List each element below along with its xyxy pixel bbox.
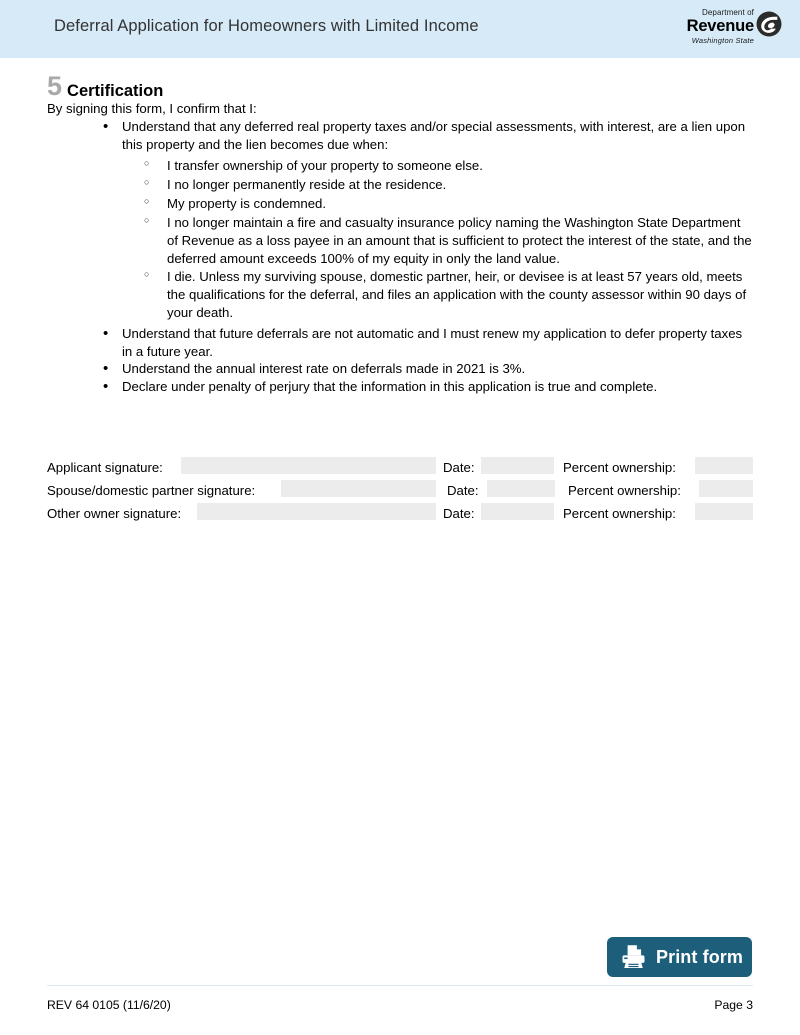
certification-bullet-list [47,118,753,396]
bullet-future-deferrals-text: Understand that future deferrals are not automatic and I must renew my application to defer property taxes in a future year. [122,325,743,359]
sub-bullet-property-condemned-text: My property is condemned. [167,196,327,212]
other-owner-date-input[interactable] [481,503,554,520]
dor-swoosh-icon [756,11,782,37]
footer-divider [47,985,753,986]
section-heading [47,71,753,102]
logo-department-label: Department of [702,8,754,17]
other-owner-date-label: Date: [443,506,475,521]
logo-state-label: Washington State [691,35,754,45]
applicant-date-input[interactable] [481,457,554,474]
sub-bullet-insurance-lapse-text: I no longer maintain a fire and casualty insurance policy naming the Washington State Department of Revenue as a loss payee in an amount that is sufficient to protect the interest of the state, and the deferred amount exceeds 100% of my equity in only the land value. [167,214,752,266]
sub-bullet-insurance-lapse [122,214,753,267]
page-number: Page 3 [714,998,753,1012]
spouse-date-input[interactable] [487,480,555,497]
applicant-date-label: Date: [443,460,475,475]
sub-bullet-property-condemned [122,195,753,213]
spouse-signature-input[interactable] [281,480,436,497]
sub-bullet-transfer-ownership [122,157,753,175]
bullet-interest-rate-text: Understand the annual interest rate on deferrals made in 2021 is 3%. [122,361,526,377]
bullet-declare-perjury [47,378,753,396]
dor-logo [674,9,782,51]
print-form-button[interactable] [607,937,752,977]
bullet-lien-due [47,118,753,322]
signature-row-applicant [47,457,757,480]
signature-block [47,457,757,526]
sub-bullet-no-longer-reside [122,176,753,194]
bullet-interest-rate [47,360,753,378]
other-owner-percent-label: Percent ownership: [563,506,676,521]
spouse-signature-label: Spouse/domestic partner signature: [47,483,256,498]
section-number: 5 [47,71,63,102]
other-owner-percent-input[interactable] [695,503,753,520]
signature-row-other-owner [47,503,757,526]
applicant-percent-label: Percent ownership: [563,460,676,475]
sub-bullet-death [122,268,753,321]
bullet-future-deferrals [47,325,753,361]
page-header-band [0,0,800,58]
logo-revenue-label: Revenue [686,17,754,35]
signature-row-spouse [47,480,757,503]
applicant-signature-label: Applicant signature: [47,460,163,475]
print-form-label: Print form [656,946,744,967]
sub-bullet-death-text: I die. Unless my surviving spouse, domestic partner, heir, or devisee is at least 57 years old, meets the qualifications for the deferral, and files an application with the county assessor within 90 days of your death. [167,269,747,320]
page-title: Deferral Application for Homeowners with Limited Income [54,17,479,35]
certification-section [47,71,753,396]
form-revision-id: REV 64 0105 (11/6/20) [47,998,171,1012]
sub-bullet-transfer-ownership-text: I transfer ownership of your property to someone else. [167,158,483,174]
certification-intro: By signing this form, I confirm that I: [47,101,257,116]
bullet-declare-perjury-text: Declare under penalty of perjury that the information in this application is true and complete. [122,379,658,395]
dor-logo-text [687,9,754,44]
applicant-percent-input[interactable] [695,457,753,474]
bullet-lien-due-text: Understand that any deferred real property taxes and/or special assessments, with interest, are a lien upon this property and the lien becomes due when: [122,118,746,152]
spouse-percent-input[interactable] [699,480,753,497]
spouse-percent-label: Percent ownership: [568,483,681,498]
other-owner-signature-input[interactable] [197,503,436,520]
printer-icon [620,944,647,970]
other-owner-signature-label: Other owner signature: [47,506,182,521]
section-title: Certification [67,81,164,100]
sub-bullet-no-longer-reside-text: I no longer permanently reside at the residence. [167,177,447,193]
page-footer [47,998,753,1012]
lien-due-sublist [122,157,753,321]
spouse-date-label: Date: [447,483,479,498]
applicant-signature-input[interactable] [181,457,436,474]
